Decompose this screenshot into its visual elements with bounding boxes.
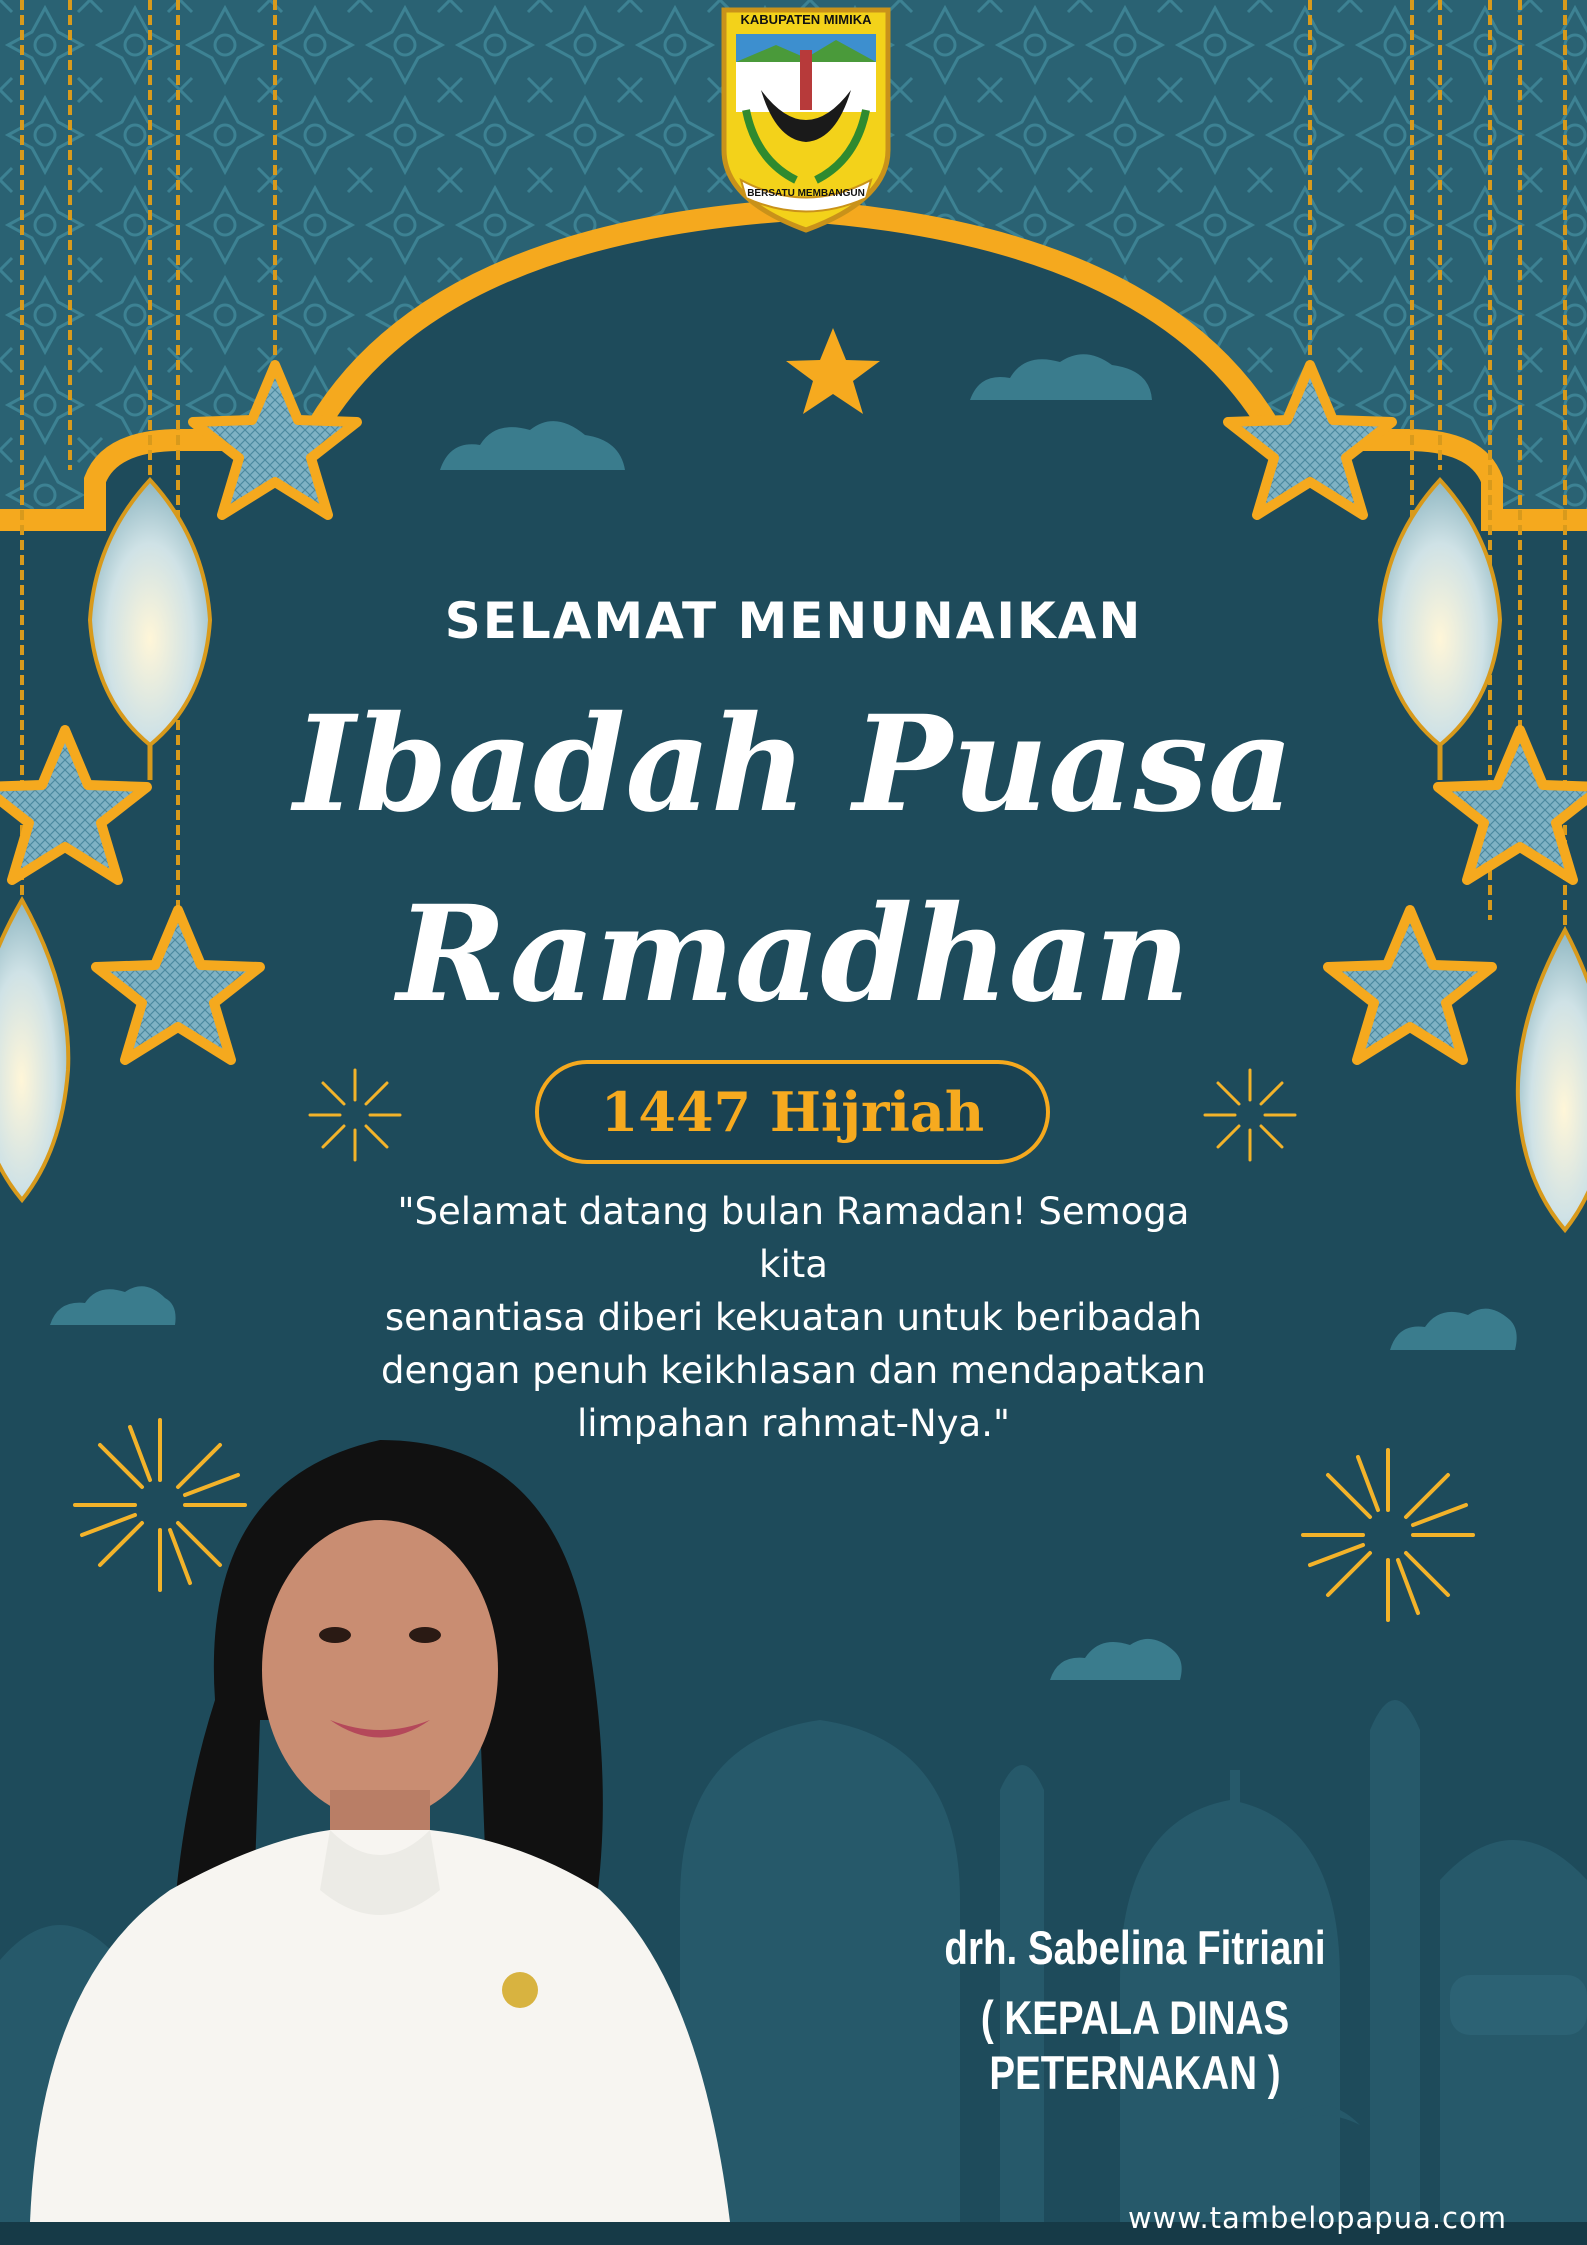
official-portrait <box>0 1420 800 2222</box>
greeting-line: "Selamat datang bulan Ramadan! Semoga kita <box>397 1190 1190 1286</box>
greeting-line: senantiasa diberi kekuatan untuk beribadah <box>384 1296 1203 1339</box>
greeting-text <box>360 1185 1227 1450</box>
official-name: drh. Sabelina Fitriani <box>944 1921 1326 1974</box>
greeting-line: dengan penuh keikhlasan dan mendapatkan <box>381 1349 1206 1392</box>
headline-title-line2: Ramadhan <box>396 877 1191 1032</box>
emblem-bottom-text: BERSATU MEMBANGUN <box>747 188 865 199</box>
headline-title-line1: Ibadah Puasa <box>293 687 1294 842</box>
headline-subtitle: SELAMAT MENUNAIKAN <box>444 592 1143 650</box>
regional-emblem <box>716 0 896 235</box>
website-url: www.tambelopapua.com <box>1127 2201 1507 2235</box>
greeting-line: limpahan rahmat-Nya." <box>576 1402 1011 1445</box>
year-badge <box>535 1060 1050 1164</box>
emblem-top-text: KABUPATEN MIMIKA <box>740 12 872 27</box>
year-badge-text: 1447 Hijriah <box>600 1080 985 1144</box>
official-role: ( KEPALA DINAS PETERNAKAN ) <box>980 1991 1290 2099</box>
